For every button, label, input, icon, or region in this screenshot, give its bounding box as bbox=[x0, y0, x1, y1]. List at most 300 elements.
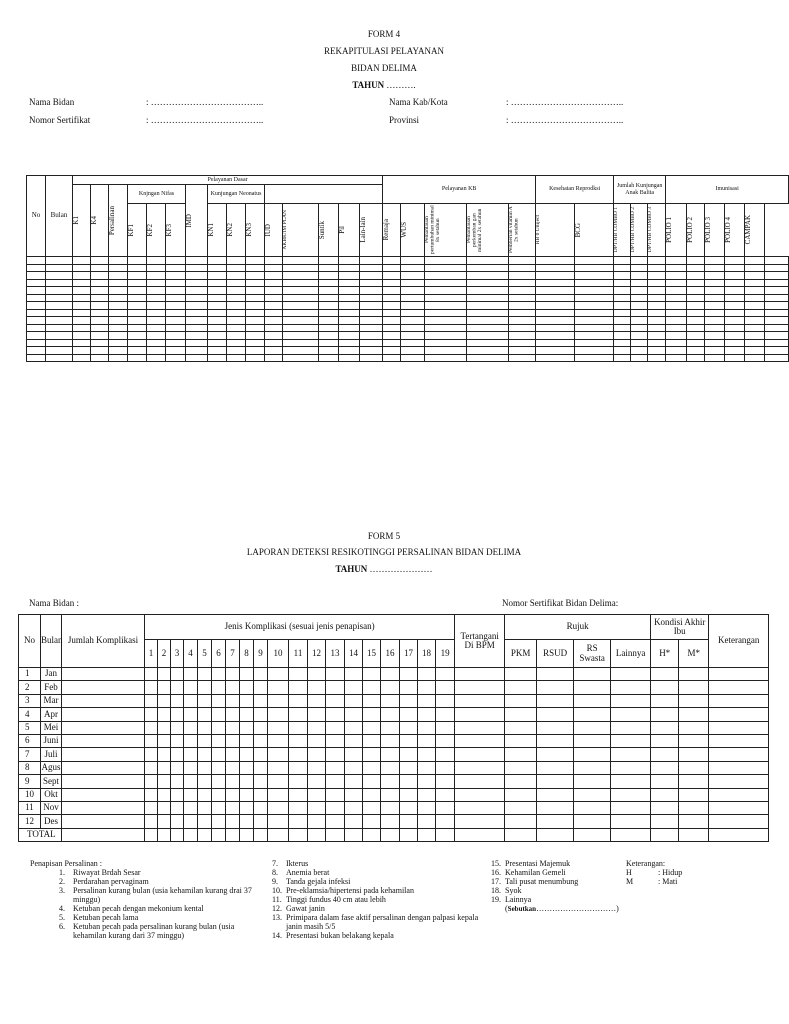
table-cell[interactable] bbox=[666, 302, 687, 310]
table-cell[interactable] bbox=[319, 294, 339, 302]
table-cell[interactable] bbox=[226, 681, 240, 694]
table-cell[interactable] bbox=[226, 788, 240, 801]
table-cell[interactable] bbox=[198, 815, 212, 828]
table-cell[interactable] bbox=[425, 294, 467, 302]
table-cell[interactable] bbox=[705, 294, 725, 302]
table-cell[interactable] bbox=[651, 681, 679, 694]
table-cell[interactable] bbox=[360, 302, 383, 310]
table-cell[interactable] bbox=[631, 279, 648, 287]
table-cell[interactable] bbox=[227, 264, 246, 272]
table-cell[interactable] bbox=[184, 734, 198, 747]
table-cell[interactable] bbox=[283, 332, 319, 340]
table-cell[interactable] bbox=[246, 287, 265, 295]
table-cell[interactable] bbox=[240, 721, 254, 734]
table-cell[interactable] bbox=[319, 264, 339, 272]
table-cell[interactable] bbox=[505, 815, 537, 828]
table-cell[interactable] bbox=[145, 734, 158, 747]
nama-bidan-field[interactable]: : ……………………………….. bbox=[146, 97, 264, 107]
table-cell[interactable] bbox=[319, 279, 339, 287]
table-cell[interactable] bbox=[725, 279, 745, 287]
table-cell[interactable] bbox=[46, 279, 73, 287]
table-cell[interactable] bbox=[265, 324, 283, 332]
table-cell[interactable] bbox=[400, 761, 418, 774]
table-cell[interactable] bbox=[611, 748, 651, 761]
table-cell[interactable] bbox=[400, 721, 418, 734]
table-cell[interactable] bbox=[679, 708, 709, 721]
table-cell[interactable] bbox=[46, 339, 73, 347]
table-cell[interactable] bbox=[46, 324, 73, 332]
table-cell[interactable] bbox=[289, 815, 308, 828]
table-cell[interactable] bbox=[265, 257, 283, 265]
table-cell[interactable] bbox=[383, 332, 401, 340]
table-cell[interactable] bbox=[265, 279, 283, 287]
table-cell[interactable] bbox=[319, 317, 339, 325]
table-cell[interactable] bbox=[246, 332, 265, 340]
table-cell[interactable] bbox=[360, 309, 383, 317]
table-cell[interactable] bbox=[289, 801, 308, 814]
table-cell[interactable] bbox=[345, 775, 363, 788]
table-cell[interactable] bbox=[631, 324, 648, 332]
table-cell[interactable] bbox=[575, 309, 614, 317]
table-cell[interactable] bbox=[240, 775, 254, 788]
table-cell[interactable] bbox=[319, 347, 339, 355]
table-cell[interactable] bbox=[283, 302, 319, 310]
table-cell[interactable] bbox=[246, 302, 265, 310]
table-cell[interactable] bbox=[536, 272, 575, 280]
table-cell[interactable] bbox=[27, 264, 46, 272]
table-cell[interactable] bbox=[631, 272, 648, 280]
table-cell[interactable] bbox=[536, 257, 575, 265]
table-cell[interactable] bbox=[171, 815, 184, 828]
table-cell[interactable] bbox=[145, 801, 158, 814]
table-cell[interactable] bbox=[46, 257, 73, 265]
table-cell[interactable] bbox=[400, 734, 418, 747]
table-cell[interactable] bbox=[745, 264, 765, 272]
table-cell[interactable] bbox=[418, 815, 436, 828]
table-cell[interactable] bbox=[166, 302, 186, 310]
table-cell[interactable] bbox=[73, 294, 91, 302]
table-cell[interactable] bbox=[425, 279, 467, 287]
table-cell[interactable] bbox=[186, 347, 208, 355]
table-cell[interactable] bbox=[425, 324, 467, 332]
table-cell[interactable] bbox=[246, 354, 265, 362]
table-cell[interactable] bbox=[289, 748, 308, 761]
table-cell[interactable] bbox=[212, 694, 226, 707]
table-cell[interactable] bbox=[425, 309, 467, 317]
table-cell[interactable] bbox=[212, 708, 226, 721]
table-cell[interactable] bbox=[91, 332, 109, 340]
table-cell[interactable] bbox=[679, 788, 709, 801]
table-cell[interactable] bbox=[289, 734, 308, 747]
table-cell[interactable] bbox=[765, 339, 789, 347]
table-cell[interactable] bbox=[363, 734, 381, 747]
table-cell[interactable] bbox=[687, 354, 705, 362]
table-cell[interactable] bbox=[536, 287, 575, 295]
table-cell[interactable] bbox=[505, 721, 537, 734]
table-cell[interactable] bbox=[254, 828, 268, 841]
table-cell[interactable] bbox=[536, 324, 575, 332]
table-cell[interactable] bbox=[212, 734, 226, 747]
table-cell[interactable] bbox=[73, 309, 91, 317]
table-cell[interactable] bbox=[289, 775, 308, 788]
table-cell[interactable] bbox=[208, 302, 227, 310]
table-cell[interactable] bbox=[283, 264, 319, 272]
table-cell[interactable] bbox=[254, 721, 268, 734]
table-cell[interactable] bbox=[91, 324, 109, 332]
table-cell[interactable] bbox=[265, 309, 283, 317]
table-cell[interactable] bbox=[418, 721, 436, 734]
table-cell[interactable] bbox=[227, 354, 246, 362]
table-cell[interactable] bbox=[614, 332, 631, 340]
table-cell[interactable] bbox=[574, 788, 611, 801]
table-cell[interactable] bbox=[339, 294, 360, 302]
table-cell[interactable] bbox=[705, 332, 725, 340]
table-cell[interactable] bbox=[158, 828, 171, 841]
table-cell[interactable] bbox=[109, 339, 128, 347]
table-cell[interactable] bbox=[283, 339, 319, 347]
table-cell[interactable] bbox=[198, 788, 212, 801]
table-cell[interactable] bbox=[631, 317, 648, 325]
table-cell[interactable] bbox=[308, 828, 326, 841]
table-cell[interactable] bbox=[383, 339, 401, 347]
table-cell[interactable] bbox=[184, 775, 198, 788]
table-cell[interactable] bbox=[363, 721, 381, 734]
table-cell[interactable] bbox=[240, 668, 254, 681]
table-cell[interactable] bbox=[91, 354, 109, 362]
table-cell[interactable] bbox=[145, 681, 158, 694]
table-cell[interactable] bbox=[574, 761, 611, 774]
table-cell[interactable] bbox=[27, 279, 46, 287]
table-cell[interactable] bbox=[186, 287, 208, 295]
table-cell[interactable] bbox=[401, 279, 425, 287]
table-cell[interactable] bbox=[418, 775, 436, 788]
table-cell[interactable] bbox=[614, 287, 631, 295]
table-cell[interactable] bbox=[631, 287, 648, 295]
table-cell[interactable] bbox=[289, 788, 308, 801]
nama-kab-field[interactable]: : ……………………………….. bbox=[506, 97, 624, 107]
table-cell[interactable] bbox=[666, 339, 687, 347]
table-cell[interactable] bbox=[509, 294, 536, 302]
table-cell[interactable] bbox=[240, 748, 254, 761]
table-cell[interactable] bbox=[679, 761, 709, 774]
table-cell[interactable] bbox=[631, 354, 648, 362]
table-cell[interactable] bbox=[505, 788, 537, 801]
table-cell[interactable] bbox=[145, 815, 158, 828]
table-cell[interactable] bbox=[128, 332, 147, 340]
table-cell[interactable] bbox=[73, 264, 91, 272]
table-cell[interactable] bbox=[246, 317, 265, 325]
table-cell[interactable] bbox=[679, 748, 709, 761]
table-cell[interactable] bbox=[145, 721, 158, 734]
table-cell[interactable] bbox=[725, 332, 745, 340]
table-cell[interactable] bbox=[651, 775, 679, 788]
table-cell[interactable] bbox=[400, 668, 418, 681]
table-cell[interactable] bbox=[745, 317, 765, 325]
table-cell[interactable] bbox=[651, 801, 679, 814]
table-cell[interactable] bbox=[62, 694, 145, 707]
table-cell[interactable] bbox=[198, 748, 212, 761]
table-cell[interactable] bbox=[425, 257, 467, 265]
table-cell[interactable] bbox=[326, 721, 345, 734]
table-cell[interactable] bbox=[326, 708, 345, 721]
table-cell[interactable] bbox=[326, 788, 345, 801]
table-cell[interactable] bbox=[91, 302, 109, 310]
table-cell[interactable] bbox=[725, 324, 745, 332]
table-cell[interactable] bbox=[240, 734, 254, 747]
table-cell[interactable] bbox=[265, 264, 283, 272]
table-cell[interactable] bbox=[666, 324, 687, 332]
table-cell[interactable] bbox=[227, 347, 246, 355]
table-cell[interactable] bbox=[268, 788, 289, 801]
table-cell[interactable] bbox=[227, 324, 246, 332]
table-cell[interactable] bbox=[648, 332, 666, 340]
table-cell[interactable] bbox=[73, 317, 91, 325]
table-cell[interactable] bbox=[537, 694, 574, 707]
table-cell[interactable] bbox=[360, 272, 383, 280]
table-cell[interactable] bbox=[614, 272, 631, 280]
table-cell[interactable] bbox=[745, 272, 765, 280]
table-cell[interactable] bbox=[73, 347, 91, 355]
table-cell[interactable] bbox=[166, 347, 186, 355]
table-cell[interactable] bbox=[648, 324, 666, 332]
table-cell[interactable] bbox=[171, 694, 184, 707]
table-cell[interactable] bbox=[509, 354, 536, 362]
table-cell[interactable] bbox=[186, 279, 208, 287]
table-cell[interactable] bbox=[62, 721, 145, 734]
table-cell[interactable] bbox=[345, 734, 363, 747]
table-cell[interactable] bbox=[198, 734, 212, 747]
table-cell[interactable] bbox=[27, 354, 46, 362]
table-cell[interactable] bbox=[158, 681, 171, 694]
table-cell[interactable] bbox=[27, 309, 46, 317]
table-cell[interactable] bbox=[436, 748, 455, 761]
table-cell[interactable] bbox=[27, 257, 46, 265]
table-cell[interactable] bbox=[91, 287, 109, 295]
table-cell[interactable] bbox=[509, 287, 536, 295]
table-cell[interactable] bbox=[401, 354, 425, 362]
table-cell[interactable] bbox=[240, 815, 254, 828]
table-cell[interactable] bbox=[158, 748, 171, 761]
table-cell[interactable] bbox=[400, 775, 418, 788]
table-cell[interactable] bbox=[226, 668, 240, 681]
table-cell[interactable] bbox=[436, 788, 455, 801]
table-cell[interactable] bbox=[383, 347, 401, 355]
table-cell[interactable] bbox=[186, 264, 208, 272]
table-cell[interactable] bbox=[425, 287, 467, 295]
table-cell[interactable] bbox=[268, 694, 289, 707]
table-cell[interactable] bbox=[227, 287, 246, 295]
table-cell[interactable] bbox=[401, 332, 425, 340]
table-cell[interactable] bbox=[360, 287, 383, 295]
table-cell[interactable] bbox=[360, 339, 383, 347]
table-cell[interactable] bbox=[687, 257, 705, 265]
table-cell[interactable] bbox=[208, 347, 227, 355]
table-cell[interactable] bbox=[648, 302, 666, 310]
table-cell[interactable] bbox=[268, 721, 289, 734]
table-cell[interactable] bbox=[319, 302, 339, 310]
table-cell[interactable] bbox=[631, 257, 648, 265]
table-cell[interactable] bbox=[27, 347, 46, 355]
table-cell[interactable] bbox=[265, 347, 283, 355]
table-cell[interactable] bbox=[360, 347, 383, 355]
table-cell[interactable] bbox=[687, 347, 705, 355]
table-cell[interactable] bbox=[208, 272, 227, 280]
table-cell[interactable] bbox=[505, 775, 537, 788]
table-cell[interactable] bbox=[283, 324, 319, 332]
table-cell[interactable] bbox=[687, 294, 705, 302]
table-cell[interactable] bbox=[208, 324, 227, 332]
table-cell[interactable] bbox=[425, 272, 467, 280]
table-cell[interactable] bbox=[265, 272, 283, 280]
table-cell[interactable] bbox=[574, 668, 611, 681]
table-cell[interactable] bbox=[381, 681, 400, 694]
table-cell[interactable] bbox=[158, 815, 171, 828]
table-cell[interactable] bbox=[575, 279, 614, 287]
table-cell[interactable] bbox=[467, 309, 509, 317]
table-cell[interactable] bbox=[339, 279, 360, 287]
table-cell[interactable] bbox=[381, 734, 400, 747]
table-cell[interactable] bbox=[147, 272, 166, 280]
table-cell[interactable] bbox=[436, 734, 455, 747]
table-cell[interactable] bbox=[705, 272, 725, 280]
table-cell[interactable] bbox=[345, 721, 363, 734]
table-cell[interactable] bbox=[345, 815, 363, 828]
table-cell[interactable] bbox=[666, 264, 687, 272]
table-cell[interactable] bbox=[91, 317, 109, 325]
table-cell[interactable] bbox=[648, 317, 666, 325]
table-cell[interactable] bbox=[574, 815, 611, 828]
table-cell[interactable] bbox=[705, 264, 725, 272]
table-cell[interactable] bbox=[765, 317, 789, 325]
table-cell[interactable] bbox=[666, 287, 687, 295]
table-cell[interactable] bbox=[268, 761, 289, 774]
table-cell[interactable] bbox=[687, 302, 705, 310]
table-cell[interactable] bbox=[436, 721, 455, 734]
table-cell[interactable] bbox=[467, 272, 509, 280]
table-cell[interactable] bbox=[73, 324, 91, 332]
table-cell[interactable] bbox=[345, 788, 363, 801]
table-cell[interactable] bbox=[425, 332, 467, 340]
table-cell[interactable] bbox=[226, 694, 240, 707]
table-cell[interactable] bbox=[208, 339, 227, 347]
table-cell[interactable] bbox=[62, 815, 145, 828]
table-cell[interactable] bbox=[666, 279, 687, 287]
table-cell[interactable] bbox=[109, 279, 128, 287]
table-cell[interactable] bbox=[679, 681, 709, 694]
table-cell[interactable] bbox=[536, 302, 575, 310]
table-cell[interactable] bbox=[268, 734, 289, 747]
table-cell[interactable] bbox=[212, 721, 226, 734]
table-cell[interactable] bbox=[705, 324, 725, 332]
table-cell[interactable] bbox=[184, 815, 198, 828]
table-cell[interactable] bbox=[381, 708, 400, 721]
table-cell[interactable] bbox=[725, 317, 745, 325]
table-cell[interactable] bbox=[765, 302, 789, 310]
table-cell[interactable] bbox=[319, 354, 339, 362]
table-cell[interactable] bbox=[725, 339, 745, 347]
table-cell[interactable] bbox=[46, 332, 73, 340]
table-cell[interactable] bbox=[381, 761, 400, 774]
table-cell[interactable] bbox=[186, 317, 208, 325]
table-cell[interactable] bbox=[651, 668, 679, 681]
table-cell[interactable] bbox=[725, 272, 745, 280]
table-cell[interactable] bbox=[575, 302, 614, 310]
table-cell[interactable] bbox=[509, 347, 536, 355]
table-cell[interactable] bbox=[679, 815, 709, 828]
table-cell[interactable] bbox=[198, 775, 212, 788]
table-cell[interactable] bbox=[166, 332, 186, 340]
table-cell[interactable] bbox=[46, 287, 73, 295]
table-cell[interactable] bbox=[537, 828, 574, 841]
table-cell[interactable] bbox=[505, 761, 537, 774]
table-cell[interactable] bbox=[745, 294, 765, 302]
table-cell[interactable] bbox=[400, 815, 418, 828]
table-cell[interactable] bbox=[360, 264, 383, 272]
table-cell[interactable] bbox=[436, 694, 455, 707]
table-cell[interactable] bbox=[27, 339, 46, 347]
table-cell[interactable] bbox=[537, 788, 574, 801]
table-cell[interactable] bbox=[381, 694, 400, 707]
table-cell[interactable] bbox=[705, 309, 725, 317]
table-cell[interactable] bbox=[651, 694, 679, 707]
table-cell[interactable] bbox=[184, 801, 198, 814]
table-cell[interactable] bbox=[186, 302, 208, 310]
table-cell[interactable] bbox=[765, 272, 789, 280]
table-cell[interactable] bbox=[128, 324, 147, 332]
table-cell[interactable] bbox=[208, 264, 227, 272]
table-cell[interactable] bbox=[725, 302, 745, 310]
table-cell[interactable] bbox=[687, 272, 705, 280]
table-cell[interactable] bbox=[158, 668, 171, 681]
table-cell[interactable] bbox=[128, 302, 147, 310]
table-cell[interactable] bbox=[283, 279, 319, 287]
table-cell[interactable] bbox=[666, 347, 687, 355]
table-cell[interactable] bbox=[679, 721, 709, 734]
table-cell[interactable] bbox=[505, 801, 537, 814]
table-cell[interactable] bbox=[709, 801, 769, 814]
table-cell[interactable] bbox=[73, 302, 91, 310]
table-cell[interactable] bbox=[166, 279, 186, 287]
table-cell[interactable] bbox=[345, 681, 363, 694]
table-cell[interactable] bbox=[268, 828, 289, 841]
table-cell[interactable] bbox=[614, 264, 631, 272]
table-cell[interactable] bbox=[381, 815, 400, 828]
table-cell[interactable] bbox=[455, 828, 505, 841]
table-cell[interactable] bbox=[765, 287, 789, 295]
table-cell[interactable] bbox=[400, 708, 418, 721]
table-cell[interactable] bbox=[574, 775, 611, 788]
table-cell[interactable] bbox=[509, 272, 536, 280]
table-cell[interactable] bbox=[631, 347, 648, 355]
table-cell[interactable] bbox=[614, 279, 631, 287]
table-cell[interactable] bbox=[73, 354, 91, 362]
table-cell[interactable] bbox=[91, 309, 109, 317]
table-cell[interactable] bbox=[308, 708, 326, 721]
table-cell[interactable] bbox=[725, 294, 745, 302]
table-cell[interactable] bbox=[725, 257, 745, 265]
table-cell[interactable] bbox=[265, 287, 283, 295]
table-cell[interactable] bbox=[226, 775, 240, 788]
table-cell[interactable] bbox=[186, 294, 208, 302]
table-cell[interactable] bbox=[265, 332, 283, 340]
table-cell[interactable] bbox=[418, 761, 436, 774]
table-cell[interactable] bbox=[184, 748, 198, 761]
table-cell[interactable] bbox=[631, 302, 648, 310]
table-cell[interactable] bbox=[614, 302, 631, 310]
table-cell[interactable] bbox=[345, 708, 363, 721]
table-cell[interactable] bbox=[91, 339, 109, 347]
table-cell[interactable] bbox=[536, 294, 575, 302]
